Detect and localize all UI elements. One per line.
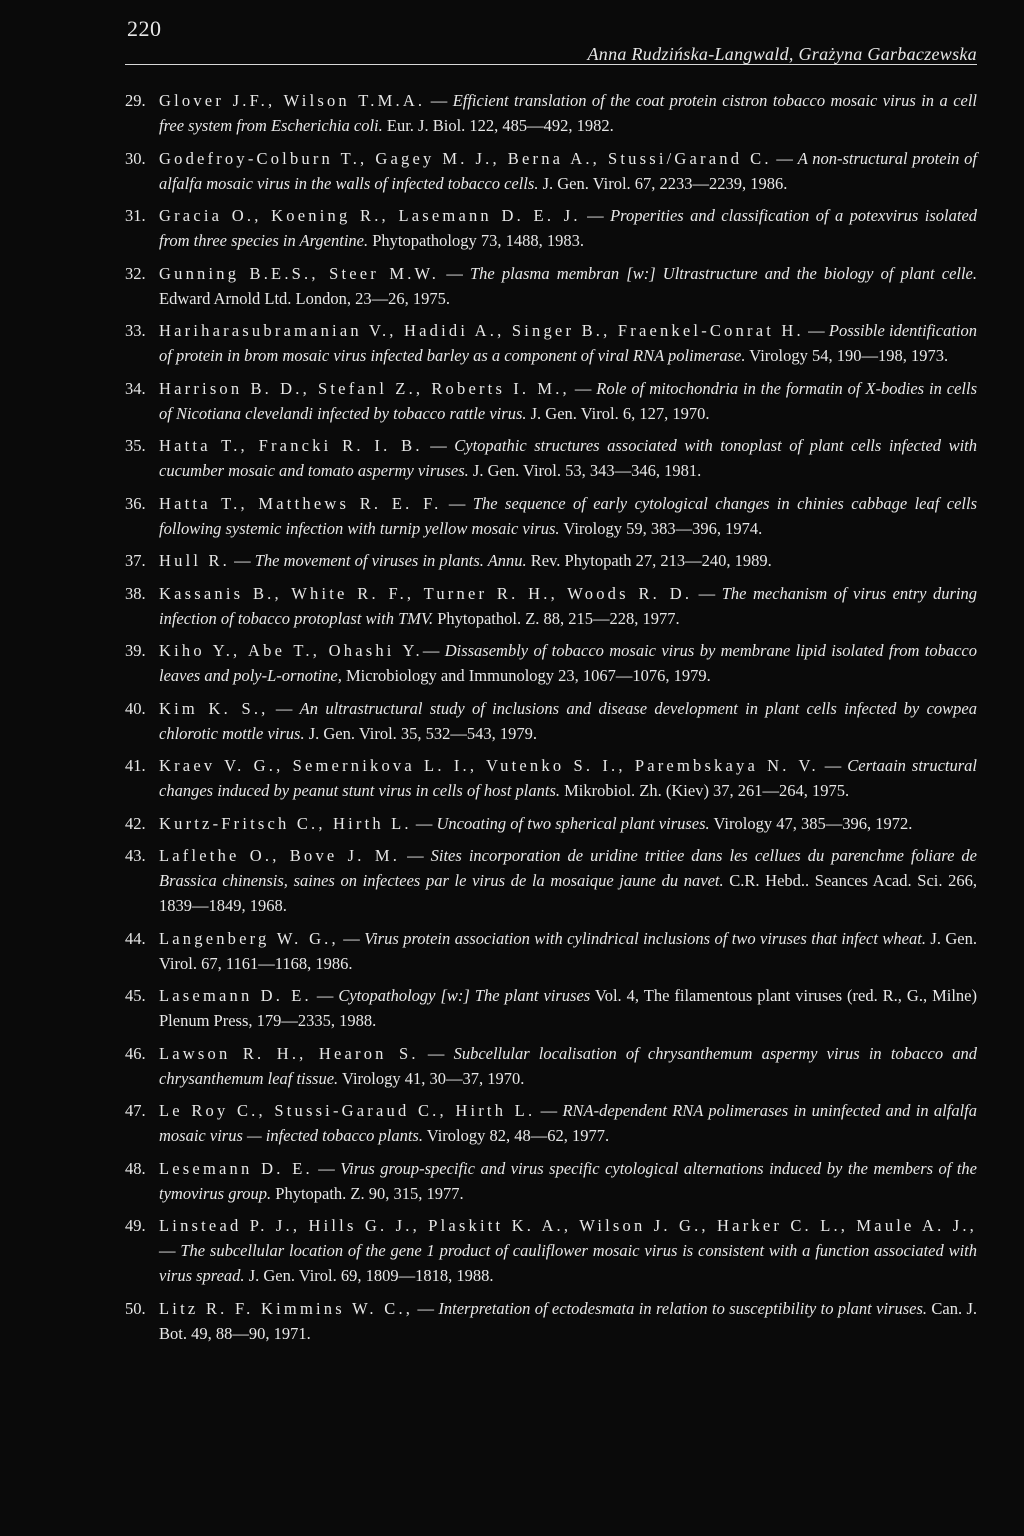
reference-title: Virus protein association with cylindrical inclusions of two viruses that infect wheat.: [364, 928, 926, 948]
reference-authors: Litz R. F. Kimmins W. C.,: [159, 1298, 414, 1318]
reference-authors: Kassanis B., White R. F., Turner R. H., Woods R. D.: [159, 583, 693, 603]
reference-text: [159, 638, 977, 688]
reference-list: [125, 88, 977, 1353]
reference-separator: —: [159, 1241, 181, 1260]
reference-separator: —: [418, 1043, 454, 1063]
reference-item: [125, 811, 977, 836]
reference-separator: —: [771, 148, 798, 168]
reference-separator: —: [311, 986, 339, 1005]
reference-number: 46.: [125, 1043, 146, 1063]
reference-title: Cytopathic structures associated with tonoplast of plant cells infected with cucumber mosaic and tomato aspermy viruses.: [159, 436, 977, 480]
reference-authors: Hariharasubramanian V., Hadidi A., Singer B., Fraenkel-Conrat H.: [159, 321, 804, 340]
reference-text: [159, 1213, 977, 1288]
reference-text: [159, 203, 977, 253]
reference-text: [159, 843, 977, 918]
reference-title: The sequence of early cytological changes in chinies cabbage leaf cells following systemic infection with turnip yellow mosaic virus.: [159, 493, 977, 538]
reference-title: Virus group-specific and virus specific cytological alternations induced by the members of the tymovirus group.: [159, 1158, 977, 1203]
reference-text: [159, 811, 977, 836]
reference-source: Phytopathol. Z. 88, 215—228, 1977.: [433, 608, 680, 628]
reference-text: [159, 1296, 977, 1346]
reference-number: 45.: [125, 986, 146, 1005]
reference-source: Eur. J. Biol. 122, 485—492, 1982.: [382, 116, 614, 135]
reference-separator: —: [413, 1298, 439, 1318]
reference-item: [125, 696, 977, 746]
reference-number: 30.: [125, 148, 146, 168]
reference-item: [125, 1098, 977, 1148]
reference-source: Virology 82, 48—62, 1977.: [422, 1126, 610, 1145]
reference-authors: Langenberg W. G.,: [159, 928, 339, 948]
reference-separator: —: [692, 583, 722, 603]
reference-text: [159, 261, 977, 311]
reference-authors: Hatta T., Matthews R. E. F.: [159, 493, 442, 513]
reference-title: Properities and classification of a potexvirus isolated from three species in Argentine.: [159, 206, 978, 250]
reference-source: Vol. 4, The filamentous plant viruses (red. R., G., Milne) Plenum Press, 179—2335, 1988.: [159, 986, 977, 1030]
reference-item: [125, 581, 977, 631]
reference-item: [125, 983, 977, 1033]
reference-item: [125, 843, 977, 918]
reference-separator: —: [439, 263, 470, 283]
reference-text: [159, 753, 977, 803]
reference-title: Interpretation of ectodesmata in relation to susceptibility to plant viruses.: [438, 1298, 928, 1318]
reference-text: [159, 376, 977, 426]
reference-title: Efficient translation of the coat protein cistron tobacco mosaic virus in a cell free system from Escherichia coli.: [159, 91, 978, 135]
reference-number: 29.: [125, 91, 146, 110]
reference-number: 31.: [125, 206, 146, 225]
reference-item: [125, 926, 977, 976]
reference-text: [159, 318, 977, 368]
reference-text: [159, 146, 977, 196]
reference-source: J. Gen. Virol. 35, 532—543, 1979.: [304, 723, 538, 743]
reference-number: 49.: [125, 1216, 146, 1235]
reference-separator: —: [425, 91, 453, 110]
reference-authors: Gunning B.E.S., Steer M.W.: [159, 263, 440, 283]
reference-item: [125, 318, 977, 368]
reference-item: [125, 548, 977, 573]
reference-authors: Harrison B. D., Stefanl Z., Roberts I. M.,: [159, 378, 570, 398]
reference-text: [159, 581, 977, 631]
reference-text: [159, 1041, 977, 1091]
reference-number: 33.: [125, 321, 146, 340]
reference-text: [159, 696, 977, 746]
reference-separator: —: [312, 1158, 341, 1178]
reference-number: 32.: [125, 263, 146, 283]
reference-title: Subcellular localisation of chrysanthemum aspermy virus in tobacco and chrysanthemum leaf tissue.: [159, 1043, 977, 1088]
reference-number: 36.: [125, 493, 146, 513]
reference-item: [125, 376, 977, 426]
reference-title: An ultrastructural study of inclusions and disease development in plant cells infected by cowpea chlorotic mottle virus.: [159, 698, 977, 743]
reference-source: J. Gen. Virol. 69, 1809—1818, 1988.: [244, 1266, 494, 1285]
reference-item: [125, 1213, 977, 1288]
reference-title: Cytopathology [w:] The plant viruses: [338, 986, 591, 1005]
reference-number: 42.: [125, 813, 146, 833]
reference-source: Rev. Phytopath 27, 213—240, 1989.: [526, 551, 772, 570]
reference-separator: —: [411, 813, 437, 833]
reference-text: [159, 926, 977, 976]
reference-text: [159, 433, 977, 483]
reference-authors: Lesemann D. E.: [159, 1158, 313, 1178]
reference-text: [159, 548, 977, 573]
reference-authors: Kim K. S.,: [159, 698, 269, 718]
reference-title: Sites incorporation de uridine tritiee dans les cellues du parenchme foliare de Brassica chinensis, saines on infectees par le virus de la mosaique jaune du navet.: [159, 846, 978, 890]
reference-separator: —: [818, 756, 848, 775]
reference-authors: Godefroy-Colburn T., Gagey M. J., Berna A., Stussi/Garand C.: [159, 148, 772, 168]
reference-item: [125, 1156, 977, 1206]
reference-separator: —: [400, 846, 431, 865]
reference-title: Certaain structural changes induced by peanut stunt virus in cells of host plants.: [159, 756, 977, 800]
reference-source: Virology 41, 30—37, 1970.: [338, 1068, 525, 1088]
reference-separator: —: [268, 698, 300, 718]
reference-authors: Lawson R. H., Hearon S.: [159, 1043, 419, 1063]
reference-item: [125, 433, 977, 483]
reference-authors: Glover J.F., Wilson T.M.A.: [159, 91, 426, 110]
reference-title: A non-structural protein of alfalfa mosaic virus in the walls of infected tobacco cells.: [159, 148, 978, 193]
reference-item: [125, 491, 977, 541]
reference-separator: —: [441, 493, 473, 513]
reference-number: 38.: [125, 583, 146, 603]
reference-number: 37.: [125, 551, 146, 570]
page-header: [125, 14, 977, 65]
reference-title: The movement of viruses in plants. Annu.: [254, 551, 527, 570]
reference-authors: Kraev V. G., Semernikova L. I., Vutenko S. I., Parembskaya N. V.: [159, 756, 819, 775]
reference-source: C.R. Hebd.. Seances Acad. Sci. 266, 1839—1849, 1968.: [159, 871, 977, 915]
reference-source: Microbiology and Immunology 23, 1067—1076, 1979.: [341, 666, 711, 685]
reference-source: Virology 47, 385—396, 1972.: [709, 813, 913, 833]
reference-authors: Linstead P. J., Hills G. J., Plaskitt K. A., Wilson J. G., Harker C. L., Maule A. J.,: [159, 1216, 977, 1235]
reference-separator: —: [230, 551, 255, 570]
reference-authors: Le Roy C., Stussi-Garaud C., Hirth L.: [159, 1101, 536, 1120]
reference-number: 40.: [125, 698, 146, 718]
reference-number: 44.: [125, 928, 146, 948]
reference-text: [159, 1156, 977, 1206]
reference-authors: Hull R.: [159, 551, 230, 570]
reference-title: Role of mitochondria in the formatin of X-bodies in cells of Nicotiana clevelandi infected by tobacco rattle virus.: [159, 378, 978, 423]
reference-number: 48.: [125, 1158, 146, 1178]
reference-authors: Kurtz-Fritsch C., Hirth L.: [159, 813, 412, 833]
running-head: Anna Rudzińska-Langwald, Grażyna Garbaczewska: [587, 44, 977, 64]
reference-source: J. Gen. Virol. 53, 343—346, 1981.: [468, 461, 702, 480]
reference-number: 50.: [125, 1298, 146, 1318]
reference-authors: Kiho Y., Abe T., Ohashi Y.: [159, 641, 423, 660]
reference-source: J. Gen. Virol. 67, 2233—2239, 1986.: [538, 173, 788, 193]
reference-separator: —: [422, 641, 445, 660]
reference-item: [125, 1041, 977, 1091]
reference-separator: —: [338, 928, 365, 948]
page-number: 220: [127, 16, 162, 41]
reference-number: 35.: [125, 436, 146, 455]
reference-title: Uncoating of two spherical plant viruses.: [436, 813, 710, 833]
reference-separator: —: [569, 378, 597, 398]
reference-authors: Hatta T., Francki R. I. B.: [159, 436, 423, 455]
reference-number: 34.: [125, 378, 146, 398]
reference-text: [159, 983, 977, 1033]
reference-source: Phytopath. Z. 90, 315, 1977.: [271, 1183, 464, 1203]
reference-item: [125, 146, 977, 196]
reference-number: 43.: [125, 846, 146, 865]
reference-number: 47.: [125, 1101, 146, 1120]
reference-separator: —: [535, 1101, 563, 1120]
reference-source: Mikrobiol. Zh. (Kiev) 37, 261—264, 1975.: [560, 781, 850, 800]
reference-title: The subcellular location of the gene 1 product of cauliflower mosaic virus is consistent with a function associated with virus spread.: [159, 1241, 978, 1285]
reference-title: The mechanism of virus entry during infection of tobacco protoplast with TMV.: [159, 583, 977, 628]
reference-number: 39.: [125, 641, 146, 660]
reference-item: [125, 638, 977, 688]
reference-source: Edward Arnold Ltd. London, 23—26, 1975.: [159, 288, 451, 308]
reference-authors: Laflethe O., Bove J. M.: [159, 846, 401, 865]
reference-item: [125, 261, 977, 311]
reference-separator: —: [422, 436, 455, 455]
reference-source: J. Gen. Virol. 67, 1161—1168, 1986.: [159, 928, 977, 973]
reference-separator: —: [803, 321, 829, 340]
reference-source: Phytopathology 73, 1488, 1983.: [368, 231, 585, 250]
reference-title: Dissasembly of tobacco mosaic virus by membrane lipid isolated from tobacco leaves and poly-L-ornotine,: [159, 641, 978, 685]
reference-item: [125, 203, 977, 253]
reference-authors: Lasemann D. E.: [159, 986, 312, 1005]
reference-title: RNA-dependent RNA polimerases in uninfected and in alfalfa mosaic virus — infected tobacco plants.: [159, 1101, 977, 1145]
reference-text: [159, 491, 977, 541]
reference-item: [125, 753, 977, 803]
reference-source: Can. J. Bot. 49, 88—90, 1971.: [159, 1298, 978, 1343]
reference-number: 41.: [125, 756, 146, 775]
reference-authors: Gracia O., Koening R., Lasemann D. E. J.: [159, 206, 581, 225]
reference-source: Virology 59, 383—396, 1974.: [559, 518, 763, 538]
reference-source: J. Gen. Virol. 6, 127, 1970.: [526, 403, 710, 423]
reference-item: [125, 1296, 977, 1346]
reference-text: [159, 88, 977, 138]
reference-item: [125, 88, 977, 138]
reference-text: [159, 1098, 977, 1148]
reference-source: Virology 54, 190—198, 1973.: [745, 346, 949, 365]
reference-title: The plasma membran [w:] Ultrastructure and the biology of plant celle.: [470, 263, 978, 283]
reference-separator: —: [580, 206, 611, 225]
reference-title: Possible identification of protein in brom mosaic virus infected barley as a component of viral RNA polimerase.: [159, 321, 977, 365]
